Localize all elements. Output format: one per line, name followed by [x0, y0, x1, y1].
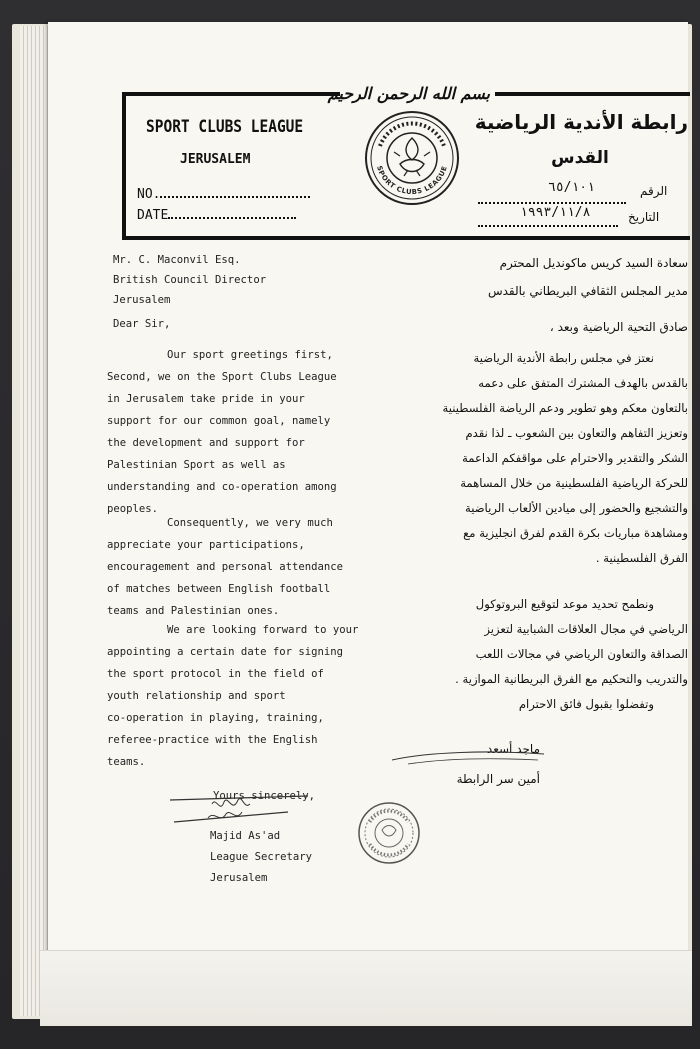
league-seal-icon: [360, 108, 464, 208]
en-p2-line: teams and Palestinian ones.: [107, 605, 280, 617]
official-stamp-icon: [356, 800, 422, 866]
en-p1-line: understanding and co-operation among: [107, 481, 337, 493]
basmala: بسم الله الرحمن الرحيم: [327, 84, 490, 103]
seal-text: SPORT CLUBS LEAGUE: [375, 164, 449, 197]
ar-p2-line: الرياضي في مجال العلاقات الشبابية لتعزيز: [484, 622, 688, 636]
en-p1-line: Our sport greetings first,: [167, 349, 333, 361]
en-p3-line: the sport protocol in the field of: [107, 668, 324, 680]
ar-p2-line: الصداقة والتعاون الرياضي في مجالات اللعب: [475, 647, 688, 661]
ar-greeting: صادق التحية الرياضية وبعد ،: [549, 320, 688, 334]
letterhead-left-rule: [122, 92, 126, 236]
en-p2-line: encouragement and personal attendance: [107, 561, 343, 573]
en-p3-line: appointing a certain date for signing: [107, 646, 343, 658]
ar-p1-line: بالقدس بالهدف المشترك المتفق على دعمه: [478, 376, 688, 390]
ar-signer-name: ماجد أسعد: [486, 742, 540, 756]
en-p1-line: peoples.: [107, 503, 159, 515]
ref-label-ar: الرقم: [640, 184, 668, 198]
ar-p2-line: ونطمح تحديد موعد لتوقيع البروتوكول: [475, 597, 654, 611]
date-field: [137, 207, 296, 223]
ar-recipient-2: مدير المجلس الثقافي البريطاني بالقدس: [487, 284, 688, 298]
ar-p1-line: والتشجيع والحضور إلى ميادين الألعاب الرياضية: [465, 501, 688, 515]
ar-p1-line: بالتعاون معكم وهو تطوير ودعم الرياضة الفلسطينية: [442, 401, 688, 415]
en-paragraph-1: [107, 344, 392, 520]
en-p1-line: the development and support for: [107, 437, 305, 449]
signer-title: League Secretary: [210, 851, 313, 863]
ar-paragraph-2: [380, 592, 688, 717]
no-field: [137, 186, 310, 202]
recipient-line-1: Mr. C. Maconvil Esq.: [113, 254, 241, 266]
en-p3-line: co-operation in playing, training,: [107, 712, 324, 724]
date-label: DATE: [137, 208, 169, 223]
ar-recipient-1: سعادة السيد كريس ماكونديل المحترم: [499, 256, 688, 270]
ref-value: ٦٥/١٠١: [548, 180, 595, 195]
city-en: JERUSALEM: [180, 152, 251, 167]
en-p1-line: support for our common goal, namely: [107, 415, 331, 427]
ar-p2-line: والتدريب والتحكيم مع الفرق البريطانية الموازية .: [455, 672, 688, 686]
ar-p1-line: الشكر والتقدير والاحترام على مواقفكم الداعمة: [462, 451, 688, 465]
ar-p1-line: وتعزيز التفاهم والتعاون بين الشعوب ـ لذا نقدم: [465, 426, 688, 440]
org-name-ar: رابطة الأندية الرياضية: [474, 110, 688, 134]
ar-p1-line: نعتز في مجلس رابطة الأندية الرياضية: [473, 351, 654, 365]
closing: Yours sincerely,: [213, 790, 316, 802]
ar-p1-line: للحركة الرياضية الفلسطينية من خلال المساهمة: [460, 476, 688, 490]
en-signature-icon: [168, 792, 318, 828]
ref-dots: [478, 202, 626, 204]
en-p3-line: teams.: [107, 756, 146, 768]
ar-paragraph-1: [380, 346, 688, 571]
recipient-line-2: British Council Director: [113, 274, 267, 286]
ar-p1-line: ومشاهدة مباريات بكرة القدم لفرق انجليزية مع: [463, 526, 688, 540]
recipient-line-3: Jerusalem: [113, 294, 171, 306]
date-value: ١٩٩٣/١١/٨: [520, 205, 591, 220]
date-label-ar: التاريخ: [628, 210, 660, 224]
en-p3-line: referee-practice with the English: [107, 734, 318, 746]
signer-city: Jerusalem: [210, 872, 268, 884]
no-label: NO.: [137, 187, 161, 202]
org-name-en: SPORT CLUBS LEAGUE: [146, 118, 304, 137]
en-p2-line: Consequently, we very much: [167, 517, 333, 529]
en-p2-line: of matches between English football: [107, 583, 331, 595]
salutation: Dear Sir,: [113, 318, 171, 330]
city-ar: القدس: [551, 148, 609, 168]
en-paragraph-3: [107, 619, 392, 773]
en-p1-line: in Jerusalem take pride in your: [107, 393, 305, 405]
page-bottom-fold: [40, 950, 692, 1026]
svg-text:SPORT CLUBS LEAGUE: [375, 165, 449, 196]
en-p3-line: We are looking forward to your: [167, 624, 359, 636]
en-p1-line: Palestinian Sport as well as: [107, 459, 286, 471]
date-dots: [478, 225, 618, 227]
en-p3-line: youth relationship and sport: [107, 690, 286, 702]
en-p2-line: appreciate your participations,: [107, 539, 305, 551]
signer-name: Majid As'ad: [210, 830, 281, 842]
ar-p1-line: الفرق الفلسطينية .: [595, 551, 688, 565]
en-p1-line: Second, we on the Sport Clubs League: [107, 371, 337, 383]
ar-p2-line: وتفضلوا بقبول فائق الاحترام: [518, 697, 654, 711]
ar-signer-title: أمين سر الرابطة: [456, 772, 540, 786]
en-paragraph-2: [107, 512, 392, 622]
ar-signature-icon: [388, 738, 548, 768]
